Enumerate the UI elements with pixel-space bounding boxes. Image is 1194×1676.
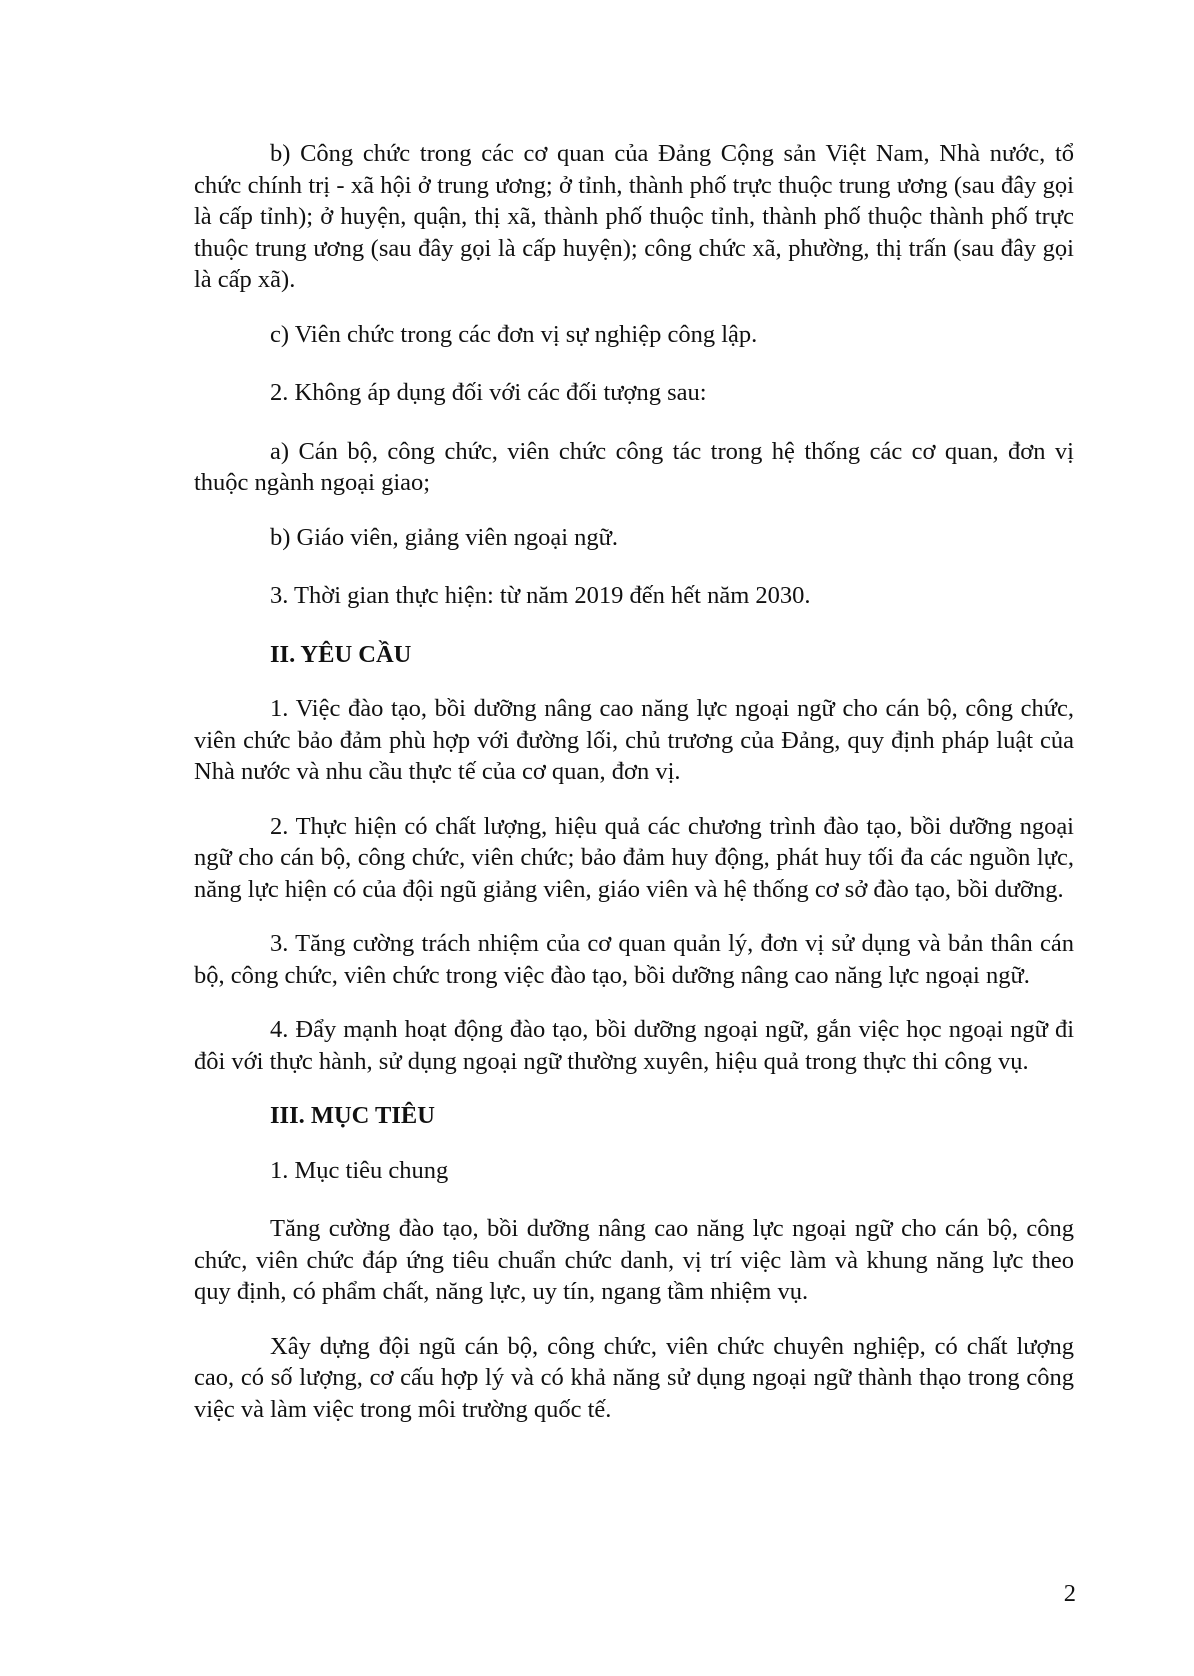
document-body [194,138,1074,1448]
paragraph-exclusions-intro: 2. Không áp dụng đối với các đối tượng sau: [270,379,707,406]
paragraph-general-objective-1: Tăng cường đào tạo, bồi dưỡng nâng cao năng lực ngoại ngữ cho cán bộ, công chức, viên chức đáp ứng tiêu chuẩn chức danh, vị trí việc làm và khung năng lực theo quy định, có phẩm chất, năng lực, uy tín, ngang tầm nhiệm vụ. [194,1215,1074,1305]
paragraph-exclusion-diplomacy: a) Cán bộ, công chức, viên chức công tác trong hệ thống các cơ quan, đơn vị thuộc ngành ngoại giao; [194,437,1074,496]
paragraph-implementation-period: 3. Thời gian thực hiện: từ năm 2019 đến hết năm 2030. [270,582,811,609]
paragraph-exclusion-teachers: b) Giáo viên, giảng viên ngoại ngữ. [270,523,619,551]
page-number: 2 [1063,1580,1076,1607]
section-heading-requirements: II. YÊU CẦU [270,640,412,668]
paragraph-public-employees: c) Viên chức trong các đơn vị sự nghiệp công lập. [270,320,758,348]
paragraph-requirement-4: 4. Đẩy mạnh hoạt động đào tạo, bồi dưỡng ngoại ngữ, gắn việc học ngoại ngữ đi đôi với thực hành, sử dụng ngoại ngữ thường xuyên, hiệu quả trong thực thi công vụ. [194,1016,1074,1075]
paragraph-general-objective-title: 1. Mục tiêu chung [270,1156,449,1184]
paragraph-requirement-2: 2. Thực hiện có chất lượng, hiệu quả các chương trình đào tạo, bồi dưỡng ngoại ngữ cho cán bộ, công chức, viên chức; bảo đảm huy động, phát huy tối đa các nguồn lực, năng lực hiện có của đội ngũ giảng viên, giáo viên và hệ thống cơ sở đào tạo, bồi dưỡng. [194,812,1074,903]
paragraph-general-objective-2: Xây dựng đội ngũ cán bộ, công chức, viên chức chuyên nghiệp, có chất lượng cao, có số lượng, cơ cấu hợp lý và có khả năng sử dụng ngoại ngữ thành thạo trong công việc và làm việc trong môi trường quốc tế. [194,1332,1074,1423]
section-heading-objectives: III. MỤC TIÊU [270,1102,435,1129]
paragraph-civil-servants: b) Công chức trong các cơ quan của Đảng Cộng sản Việt Nam, Nhà nước, tổ chức chính trị - xã hội ở trung ương; ở tỉnh, thành phố trực thuộc trung ương (sau đây gọi là cấp tỉnh); ở huyện, quận, thị xã, thành phố thuộc tỉnh, thành phố thuộc thành phố trực thuộc trung ương (sau đây gọi là cấp huyện); công chức xã, phường, thị trấn (sau đây gọi là cấp xã). [194,140,1074,293]
paragraph-requirement-1: 1. Việc đào tạo, bồi dưỡng nâng cao năng lực ngoại ngữ cho cán bộ, công chức, viên chức bảo đảm phù hợp với đường lối, chủ trương của Đảng, quy định pháp luật của Nhà nước và nhu cầu thực tế của cơ quan, đơn vị. [194,695,1074,785]
paragraph-requirement-3: 3. Tăng cường trách nhiệm của cơ quan quản lý, đơn vị sử dụng và bản thân cán bộ, công chức, viên chức trong việc đào tạo, bồi dưỡng nâng cao năng lực ngoại ngữ. [194,930,1074,989]
